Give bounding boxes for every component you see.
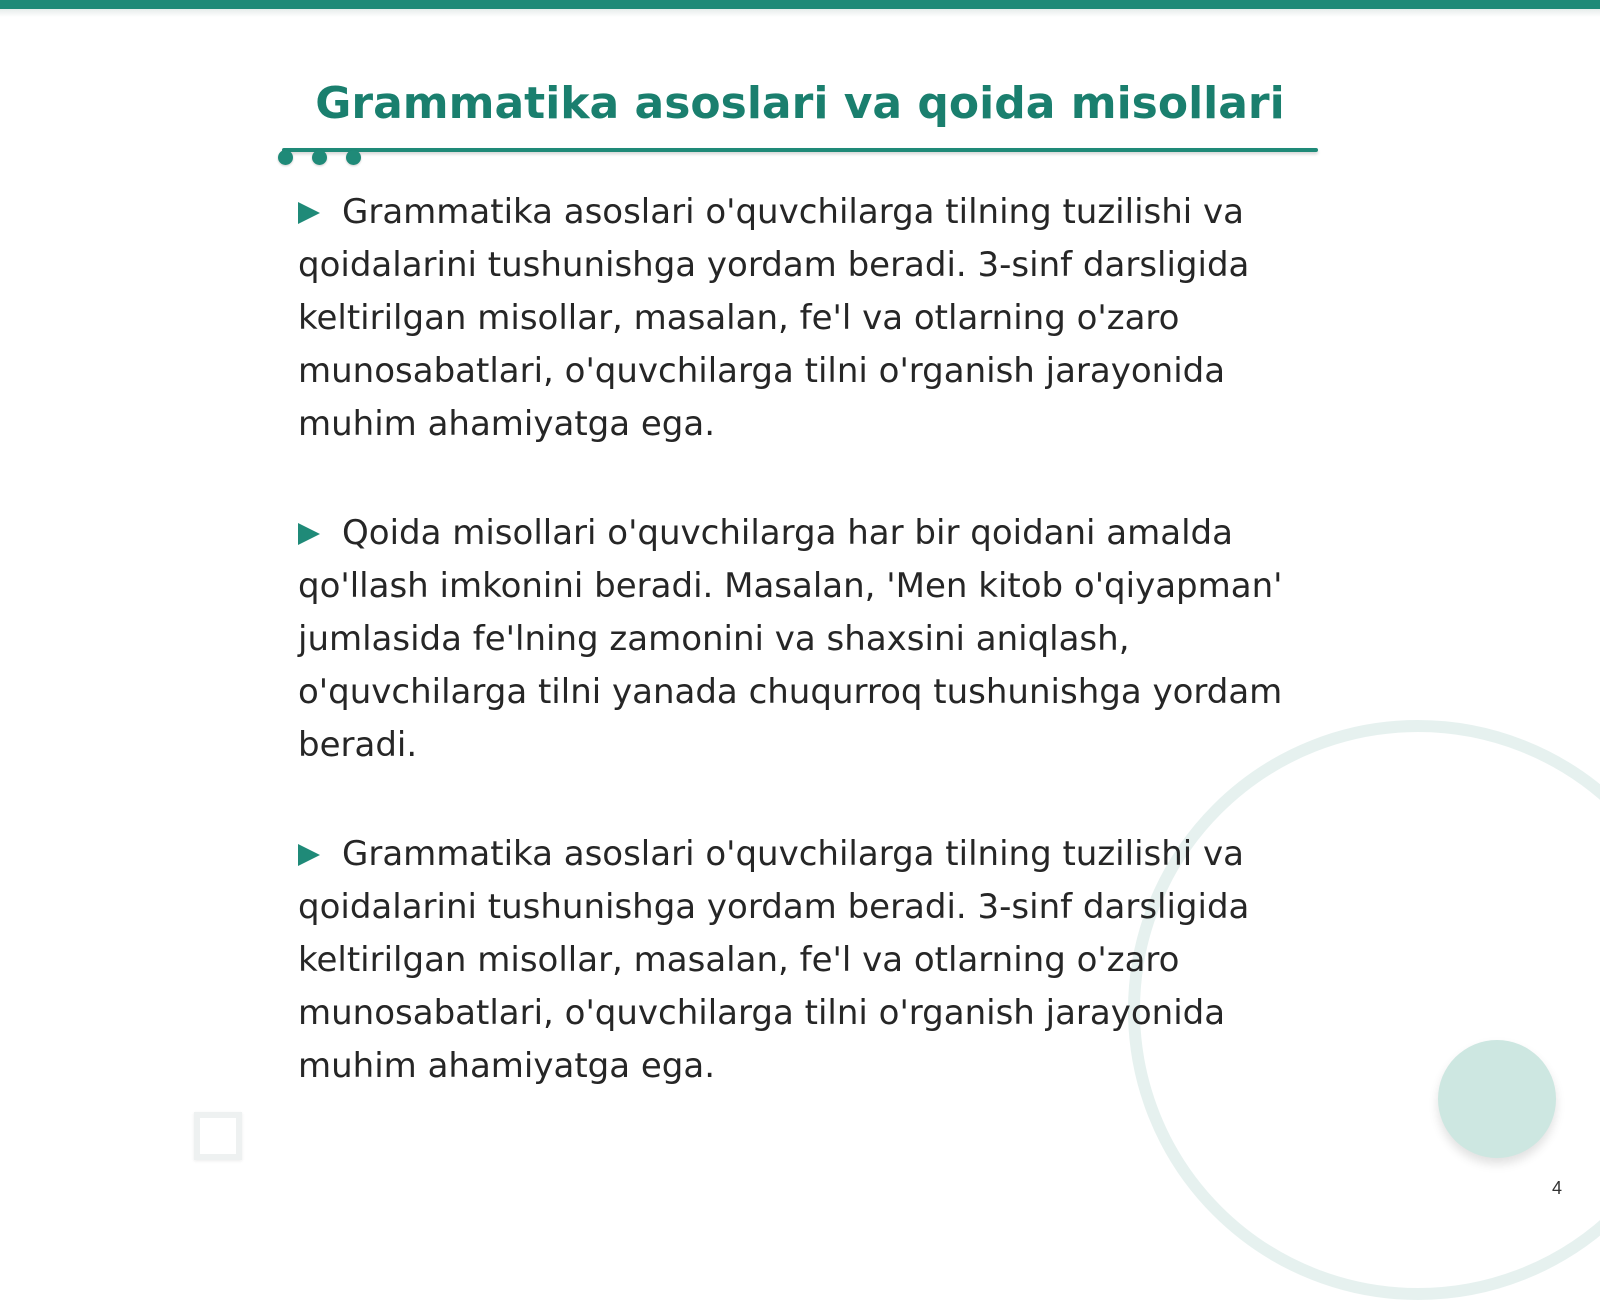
triangle-right-icon	[298, 844, 320, 866]
top-accent-bar	[0, 0, 1600, 9]
title-underline	[282, 148, 1318, 152]
triangle-right-icon	[298, 202, 320, 224]
bullet-list	[298, 186, 1310, 1149]
underline-dot	[278, 150, 293, 165]
decorative-square	[194, 1112, 242, 1160]
top-bar-shadow	[0, 9, 1600, 17]
page-number: 4	[1552, 1178, 1563, 1198]
decorative-circle	[1438, 1040, 1556, 1158]
triangle-right-icon	[298, 523, 320, 545]
bullet-text: Qoida misollari o'quvchilarga har bir qoidani amalda qo'llash imkonini beradi. Masalan, 'Men kitob o'qiyapman' jumlasida fe'lning zamonini va shaxsini aniqlash, o'quvchilarga tilni yanada chuqurroq tushunishga yordam beradi.	[298, 513, 1283, 765]
bullet-item	[298, 828, 1310, 1093]
slide-title: Grammatika asoslari va qoida misollari	[315, 78, 1285, 129]
underline-dot	[312, 150, 327, 165]
bullet-text: Grammatika asoslari o'quvchilarga tilning tuzilishi va qoidalarini tushunishga yordam beradi. 3-sinf darsligida keltirilgan misollar, masalan, fe'l va otlarning o'zaro munosabatlari, o'quvchilarga tilni o'rganish jarayonida muhim ahamiyatga ega.	[298, 834, 1250, 1086]
bullet-text: Grammatika asoslari o'quvchilarga tilning tuzilishi va qoidalarini tushunishga yordam beradi. 3-sinf darsligida keltirilgan misollar, masalan, fe'l va otlarning o'zaro munosabatlari, o'quvchilarga tilni o'rganish jarayonida muhim ahamiyatga ega.	[298, 192, 1250, 444]
bullet-item	[298, 507, 1310, 772]
underline-dot	[346, 150, 361, 165]
bullet-item	[298, 186, 1310, 451]
